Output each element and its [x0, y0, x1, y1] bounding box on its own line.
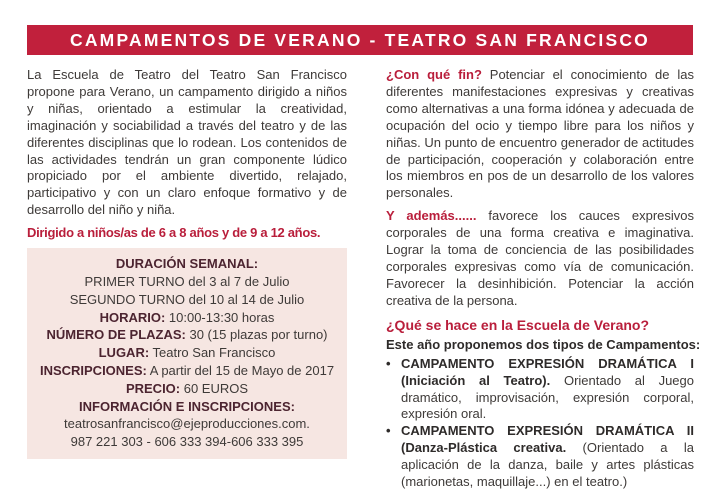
info-value: SEGUNDO TURNO del 10 al 14 de Julio [69, 291, 305, 307]
right-column [386, 67, 701, 491]
info-line-informacion [31, 398, 343, 416]
info-value: Teatro San Francisco [149, 345, 276, 361]
camp-item-dramatica-2 [386, 423, 694, 491]
column-gutter [347, 67, 386, 491]
info-label: INFORMACIÓN E INSCRIPCIONES: [79, 398, 295, 414]
camp-text [401, 356, 694, 424]
camp-title: CAMPAMENTO EXPRESIÓN DRAMÁTICA I (Iniciación al Teatro). [401, 355, 694, 388]
info-line-lugar [31, 344, 343, 362]
info-value: 30 (15 plazas por turno) [185, 327, 328, 343]
info-line-email [31, 415, 343, 433]
title-banner [27, 25, 693, 55]
info-label: HORARIO: [99, 309, 166, 325]
purpose-text: Potenciar el conocimiento de las diferentes manifestaciones expresivas y creativas como alternativas a una forma idónea y adecuada de ocupación del ocio y tiempo libre para los niños y niñas. Un punto de encuentro generador de actitudes de participación, cooperación y colaboración entre los miembros en pos de un desarrollo de los valores personales. [386, 67, 694, 201]
camp-title: CAMPAMENTO EXPRESIÓN DRAMÁTICA II (Danza-Plástica creativa. [401, 423, 694, 456]
info-line-segundo-turno [31, 291, 343, 309]
info-line-precio [31, 380, 343, 398]
camp-item-dramatica-1 [386, 356, 694, 424]
info-email-value: teatrosanfrancisco@ejeproducciones.com. [64, 416, 310, 432]
content-columns [27, 67, 701, 491]
bullet-icon: • [386, 355, 391, 371]
banner-title: CAMPAMENTOS DE VERANO - TEATRO SAN FRANCISCO [69, 29, 650, 50]
info-box [27, 248, 347, 459]
info-line-duracion [31, 255, 343, 273]
info-label: LUGAR: [98, 345, 150, 361]
extras-lead: Y además...... [386, 208, 477, 224]
purpose-paragraph [386, 67, 694, 202]
camp-description: Orientado al Juego dramático, improvisación, expresión corporal, expresión oral. [401, 372, 694, 422]
ages-line: Dirigido a niños/as de 6 a 8 años y de 9 a 12 años. [27, 225, 321, 241]
extras-text: favorece los cauces expresivos corporales de una forma creativa e imaginativa. Lograr la toma de conciencia de las posibilidades corporales expresivas como vía de comunicación. Favorecer la desinhibición. Potenciar la acción creativa de la persona. [386, 208, 694, 308]
school-question-heading: ¿Qué se hace en la Escuela de Verano? [386, 316, 650, 333]
info-line-inscripciones [31, 362, 343, 380]
info-value: 10:00-13:30 horas [165, 309, 275, 325]
bullet-icon: • [386, 423, 391, 439]
info-line-phones [31, 433, 343, 451]
info-value: 60 EUROS [180, 380, 249, 396]
purpose-lead: ¿Con qué fin? [386, 67, 482, 82]
camp-text [401, 423, 694, 491]
info-label: INSCRIPCIONES: [39, 362, 147, 378]
camp-description: (Orientado a la aplicación de la danza, baile y artes plásticas (marionetas, maquillaje...) en el teatro.) [401, 440, 694, 490]
info-value: PRIMER TURNO del 3 al 7 de Julio [84, 273, 290, 289]
info-value: A partir del 15 de Mayo de 2017 [146, 362, 335, 378]
camps-list [386, 356, 694, 491]
extras-paragraph [386, 208, 694, 309]
info-line-plazas [31, 326, 343, 344]
info-line-primer-turno [31, 273, 343, 291]
info-label: NÚMERO DE PLAZAS: [46, 327, 186, 343]
camp-types-intro: Este año proponemos dos tipos de Campamentos: [386, 336, 701, 352]
info-phone-value: 987 221 303 - 606 333 394-606 333 395 [70, 434, 304, 450]
info-label: DURACIÓN SEMANAL: [115, 256, 259, 272]
info-label: PRECIO: [125, 380, 181, 396]
info-line-horario [31, 309, 343, 327]
intro-paragraph: La Escuela de Teatro del Teatro San Francisco propone para Verano, un campamento dirigido a niños y niñas, orientado a estimular la creatividad, imaginación y sociabilidad a través del teatro y de las diferentes disciplinas que lo rodean. Los contenidos de las actividades tendrán un gran componente lúdico propiciado por el ambiente divertido, relajado, participativo y con un claro enfoque formativo y de desarrollo del niño y niña. [27, 67, 347, 218]
left-column [27, 67, 347, 491]
